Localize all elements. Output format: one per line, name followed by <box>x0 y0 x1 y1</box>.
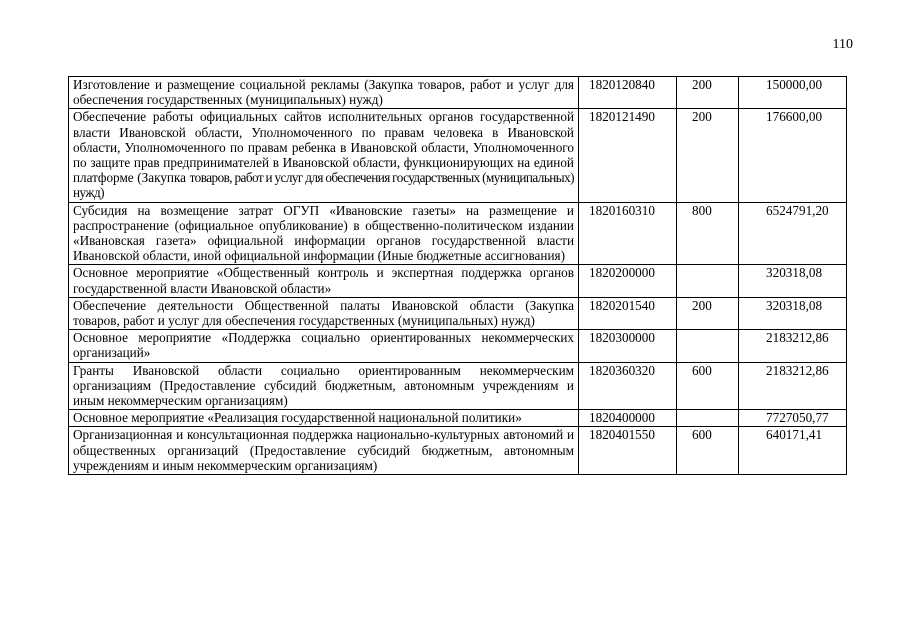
row-name-tail: товаров, работ и услуг для обеспечения государственных (муниципальных) нужд) <box>73 170 575 201</box>
row-name: Субсидия на возмещение затрат ОГУП «Ивановские газеты» на размещение и распространение (официальное опубликование) в общественно-политическом издании «Ивановская газета» официальной информации органов государственной власти Ивановской области, иной официальной информации (Иные бюджетные ассигнования) <box>69 202 579 265</box>
row-amount: 640171,41 <box>739 427 847 475</box>
row-amount: 6524791,20 <box>739 202 847 265</box>
row-name: Изготовление и размещение социальной рекламы (Закупка товаров, работ и услуг для обеспечения государственных (муниципальных) нужд) <box>69 77 579 109</box>
row-code: 1820201540 <box>579 297 677 329</box>
row-code: 1820400000 <box>579 410 677 427</box>
row-amount: 176600,00 <box>739 109 847 202</box>
row-amount: 150000,00 <box>739 77 847 109</box>
row-code: 1820200000 <box>579 265 677 297</box>
row-expense-type <box>677 410 739 427</box>
table-row <box>69 297 847 329</box>
row-amount: 7727050,77 <box>739 410 847 427</box>
row-code: 1820360320 <box>579 362 677 410</box>
table-row <box>69 202 847 265</box>
table-row <box>69 265 847 297</box>
row-name: Гранты Ивановской области социально ориентированным некоммерческим организациям (Предоставление субсидий бюджетным, автономным учреждениям и иным некоммерческим организациям) <box>69 362 579 410</box>
row-code: 1820401550 <box>579 427 677 475</box>
table-row <box>69 77 847 109</box>
row-amount: 320318,08 <box>739 265 847 297</box>
row-amount: 2183212,86 <box>739 330 847 362</box>
row-expense-type: 800 <box>677 202 739 265</box>
row-amount: 2183212,86 <box>739 362 847 410</box>
row-expense-type <box>677 330 739 362</box>
row-name: Основное мероприятие «Общественный контроль и экспертная поддержка органов государственной власти Ивановской области» <box>69 265 579 297</box>
row-code: 1820120840 <box>579 77 677 109</box>
row-expense-type: 200 <box>677 297 739 329</box>
page-number: 110 <box>832 37 853 52</box>
budget-table <box>68 76 847 475</box>
table-row <box>69 427 847 475</box>
row-name-cell <box>69 109 579 202</box>
row-code: 1820160310 <box>579 202 677 265</box>
row-name: Основное мероприятие «Реализация государственной национальной политики» <box>69 410 579 427</box>
table-row <box>69 330 847 362</box>
table-row <box>69 362 847 410</box>
row-name: Основное мероприятие «Поддержка социально ориентированных некоммерческих организаций» <box>69 330 579 362</box>
row-expense-type: 600 <box>677 427 739 475</box>
table-row <box>69 410 847 427</box>
row-name: Обеспечение работы официальных сайтов исполнительных органов государственной власти Ивановской области, Уполномоченного по правам человека в Ивановской области, Уполномоченного по правам ребенка в Ивановской области, Уполномоченного по защите прав предпринимателей в Ивановской области, функционирующих на единой платформе (Закупка <box>73 109 574 186</box>
row-code: 1820121490 <box>579 109 677 202</box>
row-expense-type: 200 <box>677 77 739 109</box>
row-name: Организационная и консультационная поддержка национально-культурных автономий и общественных организаций (Предоставление субсидий бюджетным, автономным учреждениям и иным некоммерческим организациям) <box>69 427 579 475</box>
row-expense-type <box>677 265 739 297</box>
row-code: 1820300000 <box>579 330 677 362</box>
row-expense-type: 200 <box>677 109 739 202</box>
row-amount: 320318,08 <box>739 297 847 329</box>
row-name: Обеспечение деятельности Общественной палаты Ивановской области (Закупка товаров, работ и услуг для обеспечения государственных (муниципальных) нужд) <box>69 297 579 329</box>
table-row <box>69 109 847 202</box>
row-expense-type: 600 <box>677 362 739 410</box>
